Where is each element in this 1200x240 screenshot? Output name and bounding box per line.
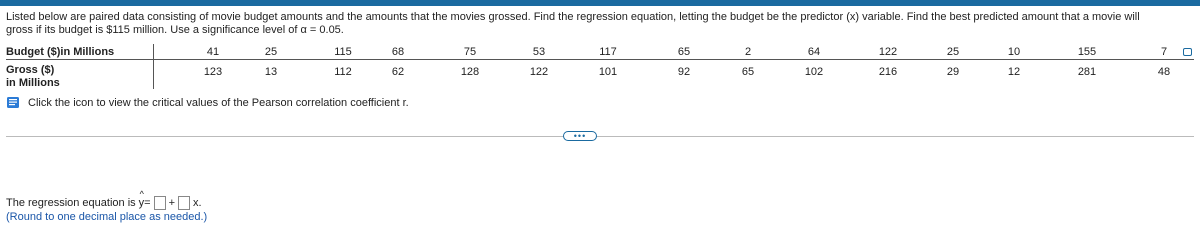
book-icon[interactable] [6,96,20,109]
budget-value-4: 68 [391,46,405,58]
equals-sign: = [144,197,151,209]
gross-value-10: 102 [804,66,824,78]
gross-value-14: 281 [1077,66,1097,78]
budget-value-15: 7 [1160,46,1168,58]
expand-more-button[interactable]: ••• [563,131,597,141]
gross-value-5: 128 [460,66,480,78]
gross-value-12: 29 [946,66,960,78]
slope-input[interactable] [178,196,190,210]
budget-value-9: 2 [744,46,752,58]
hint-text: Click the icon to view the critical values of the Pearson correlation coefficient r. [28,96,409,109]
budget-value-2: 25 [264,46,278,58]
gross-value-1: 123 [203,66,223,78]
x-variable: x. [193,197,202,209]
table-vertical-divider [153,44,154,89]
gross-value-9: 65 [741,66,755,78]
gross-row-label-line1: Gross ($) [6,64,55,76]
regression-equation-line [6,196,202,210]
gross-value-3: 112 [334,66,352,78]
budget-value-13: 10 [1007,46,1021,58]
rounding-note: (Round to one decimal place as needed.) [6,211,208,223]
gross-value-13: 12 [1007,66,1021,78]
gross-value-2: 13 [264,66,278,78]
budget-value-8: 65 [677,46,691,58]
copy-data-icon[interactable] [1183,48,1192,56]
budget-value-7: 117 [599,46,617,58]
plus-sign: + [168,197,176,209]
gross-value-11: 216 [878,66,898,78]
gross-value-6: 122 [529,66,549,78]
gross-value-15: 48 [1157,66,1171,78]
y-hat-symbol: ^ y [139,197,145,209]
section-divider [6,136,1194,137]
budget-value-10: 64 [807,46,821,58]
gross-row-label-line2: in Millions [6,77,60,89]
data-table [6,44,1194,89]
budget-value-11: 122 [878,46,898,58]
budget-value-6: 53 [532,46,546,58]
budget-value-5: 75 [463,46,477,58]
problem-line-1: Listed below are paired data consisting of movie budget amounts and the amounts that the movies grossed. Find the regression equation, letting the budget be the predictor (x) variable. Find the best predicted amount that a movie will [6,11,1140,23]
problem-line-2: gross if its budget is $115 million. Use a significance level of α = 0.05. [6,24,344,36]
critical-values-hint[interactable] [6,96,409,109]
problem-statement [6,11,1191,37]
top-banner [0,0,1200,6]
gross-value-7: 101 [598,66,618,78]
intercept-input[interactable] [154,196,166,210]
gross-value-4: 62 [391,66,405,78]
table-horizontal-divider [6,59,1194,60]
budget-value-14: 155 [1077,46,1097,58]
budget-row-label: Budget ($)in Millions [6,46,115,58]
equation-prefix: The regression equation is [6,197,136,209]
budget-value-1: 41 [206,46,220,58]
budget-value-3: 115 [334,46,352,58]
gross-value-8: 92 [677,66,691,78]
budget-value-12: 25 [946,46,960,58]
